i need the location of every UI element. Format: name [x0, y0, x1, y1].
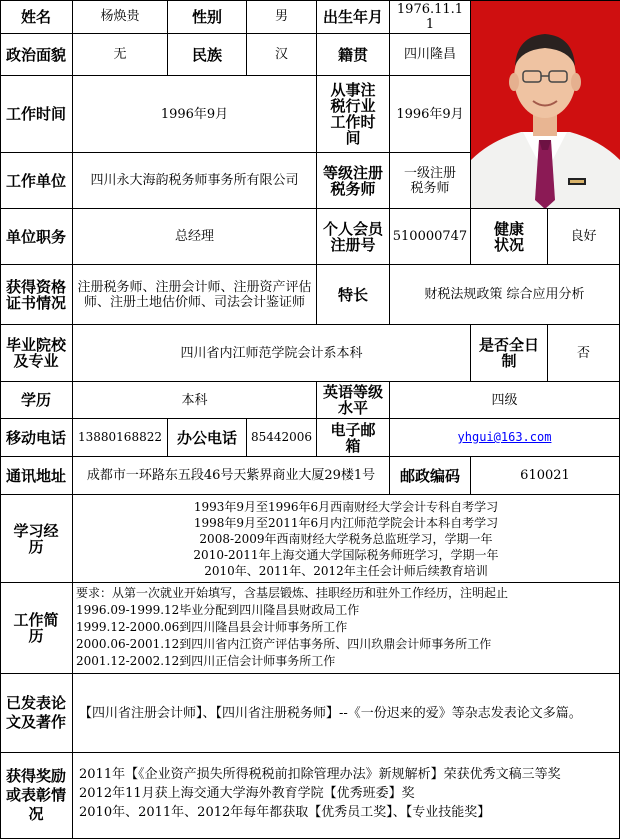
- label-resume: 工作简历: [0, 583, 73, 674]
- value-work-start: 1996年9月: [73, 76, 317, 153]
- value-mobile: 13880168822: [73, 419, 168, 457]
- label-specialty: 特长: [317, 265, 390, 325]
- label-political: 政治面貌: [0, 34, 73, 76]
- email-cell: [390, 419, 620, 457]
- label-school: 毕业院校及专业: [0, 325, 73, 382]
- value-political: 无: [73, 34, 168, 76]
- label-certs: 获得资格证书情况: [0, 265, 73, 325]
- value-health: 良好: [548, 209, 620, 265]
- resume-item: 2000.06-2001.12到四川省内江资产评估事务所、四川玖鼎会计师事务所工作: [76, 637, 492, 651]
- award-item: 2011年【《企业资产损失所得税税前扣除管理办法》新规解析】荣获优秀文稿三等奖: [79, 767, 561, 782]
- label-native-place: 籍贯: [317, 34, 390, 76]
- value-postcode: 610021: [471, 457, 620, 495]
- value-certs: 注册税务师、注册会计师、注册资产评估师、注册土地估价师、司法会计鉴证师: [73, 265, 317, 325]
- label-tax-work-start: 从事注税行业工作时间: [317, 76, 390, 153]
- resume-item: 1996.09-1999.12毕业分配到四川隆昌县财政局工作: [76, 603, 360, 617]
- study-item: 2010-2011年上海交通大学国际税务师班学习，学期一年: [193, 547, 499, 562]
- resume-list: [73, 583, 620, 674]
- label-postcode: 邮政编码: [390, 457, 471, 495]
- label-papers: 已发表论文及著作: [0, 674, 73, 753]
- study-item: 2010年、2011年、2012年主任会计师后续教育培训: [204, 563, 488, 578]
- label-office-phone: 办公电话: [168, 419, 247, 457]
- value-school: 四川省内江师范学院会计系本科: [73, 325, 471, 382]
- value-name: 杨焕贵: [73, 0, 168, 34]
- label-reg-level: 等级注册 税务师: [317, 153, 390, 209]
- value-reg-level: 一级注册税务师: [390, 153, 471, 209]
- label-position: 单位职务: [0, 209, 73, 265]
- label-study: 学习经历: [0, 495, 73, 583]
- value-education: 本科: [73, 382, 317, 419]
- value-ethnicity: 汉: [247, 34, 317, 76]
- email-link[interactable]: yhgui@163.com: [457, 430, 552, 444]
- award-item: 2010年、2011年、2012年每年都获取【优秀员工奖】、【专业技能奖】: [79, 805, 491, 820]
- study-list: [73, 495, 620, 583]
- value-position: 总经理: [73, 209, 317, 265]
- label-education: 学历: [0, 382, 73, 419]
- study-item: 2008-2009年西南财经大学税务总监班学习，学期一年: [199, 531, 493, 546]
- label-work-start: 工作时间: [0, 76, 73, 153]
- label-birth: 出生年月: [317, 0, 390, 34]
- value-employer: 四川永大海韵税务师事务所有限公司: [73, 153, 317, 209]
- resume-item: 2001.12-2002.12到四川正信会计师事务所工作: [76, 654, 336, 668]
- value-fulltime: 否: [548, 325, 620, 382]
- portrait-photo: [471, 0, 620, 209]
- label-health: 健康状况: [471, 209, 548, 265]
- label-address: 通讯地址: [0, 457, 73, 495]
- label-member-no: 个人会员 注册号: [317, 209, 390, 265]
- resume-item: 1999.12-2000.06到四川隆昌县会计师事务所工作: [76, 620, 348, 634]
- label-gender: 性别: [168, 0, 247, 34]
- avatar: [471, 0, 620, 209]
- study-item: 1993年9月至1996年6月西南财经大学会计专科自考学习: [193, 499, 499, 514]
- label-fulltime: 是否全日制: [471, 325, 548, 382]
- label-mobile: 移动电话: [0, 419, 73, 457]
- award-item: 2012年11月获上海交通大学海外教育学院【优秀班委】奖: [79, 786, 415, 801]
- value-birth: 1976.11.1 1: [390, 0, 471, 34]
- label-email: 电子邮箱: [317, 419, 390, 457]
- value-specialty: 财税法规政策 综合应用分析: [390, 265, 620, 325]
- value-english: 四级: [390, 382, 620, 419]
- awards-list: [73, 753, 620, 839]
- value-tax-work-start: 1996年9月: [390, 76, 471, 153]
- value-office-phone: 85442006: [247, 419, 317, 457]
- resume-item: 要求：从第一次就业开始填写，含基层锻炼、挂职经历和驻外工作经历，注明起止: [76, 586, 509, 600]
- label-employer: 工作单位: [0, 153, 73, 209]
- value-papers: 【四川省注册会计师】、【四川省注册税务师】--《一份迟来的爱》等杂志发表论文多篇。: [73, 674, 620, 753]
- study-item: 1998年9月至2011年6月内江师范学院会计本科自考学习: [193, 515, 499, 530]
- value-address: 成都市一环路东五段46号天紫界商业大厦29楼1号: [73, 457, 390, 495]
- value-native-place: 四川隆昌: [390, 34, 471, 76]
- label-name: 姓名: [0, 0, 73, 34]
- label-ethnicity: 民族: [168, 34, 247, 76]
- value-gender: 男: [247, 0, 317, 34]
- value-member-no: 510000747: [390, 209, 471, 265]
- label-english: 英语等级 水平: [317, 382, 390, 419]
- label-awards: 获得奖励或表彰情况: [0, 753, 73, 839]
